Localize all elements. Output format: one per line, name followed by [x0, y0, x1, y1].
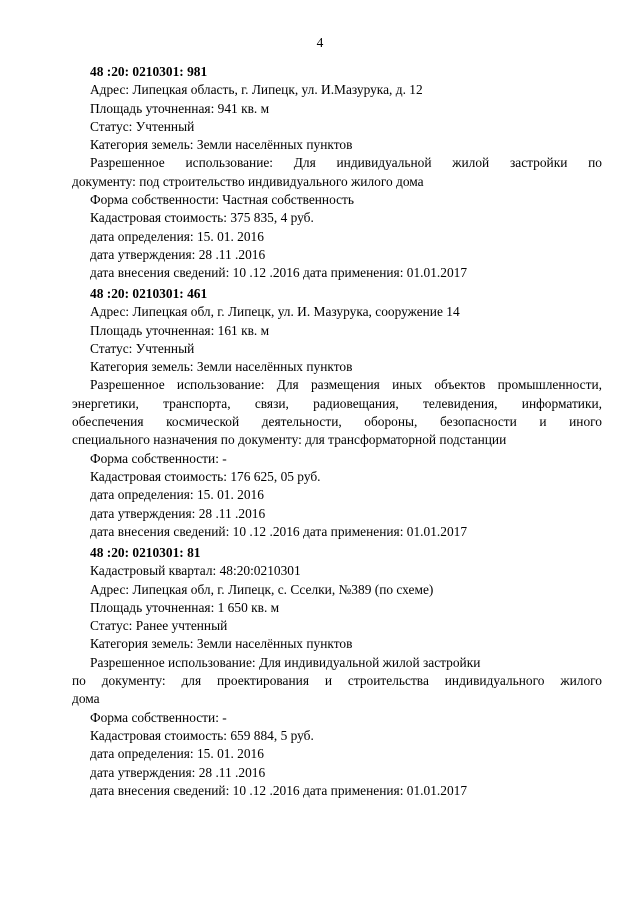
record-date-approved: дата утверждения: 28 .11 .2016 [90, 246, 266, 262]
record-status: Статус: Ранее учтенный [90, 618, 228, 634]
record-usage-line: по документу: для проектирования и строительства индивидуального жилого [72, 673, 602, 689]
record-usage-line: документу: под строительство индивидуального жилого дома [72, 173, 424, 189]
record-address: Адрес: Липецкая область, г. Липецк, ул. И.Мазурука, д. 12 [90, 82, 423, 98]
cadastral-record [72, 285, 602, 541]
record-cost: Кадастровая стоимость: 375 835, 4 руб. [90, 210, 314, 226]
record-date-entered: дата внесения сведений: 10 .12 .2016 дата применения: 01.01.2017 [90, 265, 468, 281]
record-ownership: Форма собственности: - [90, 450, 227, 466]
record-usage-line: специального назначения по документу: для трансформаторной подстанции [72, 432, 507, 448]
record-status: Статус: Учтенный [90, 118, 195, 134]
record-category: Категория земель: Земли населённых пунктов [90, 137, 353, 153]
cadastral-number: 48 :20: 0210301: 461 [90, 286, 208, 301]
record-usage-line: Разрешенное использование: Для индивидуальной жилой застройки по [90, 155, 602, 171]
page-number: 4 [316, 35, 324, 50]
record-date-approved: дата утверждения: 28 .11 .2016 [90, 764, 266, 780]
record-area: Площадь уточненная: 941 кв. м [90, 100, 270, 116]
record-date-determined: дата определения: 15. 01. 2016 [90, 228, 264, 244]
record-date-approved: дата утверждения: 28 .11 .2016 [90, 505, 266, 521]
record-address: Адрес: Липецкая обл, г. Липецк, ул. И. Мазурука, сооружение 14 [90, 304, 460, 320]
record-status: Статус: Учтенный [90, 340, 195, 356]
record-date-entered: дата внесения сведений: 10 .12 .2016 дата применения: 01.01.2017 [90, 782, 468, 798]
cadastral-record [72, 544, 602, 800]
record-usage-line: энергетики, транспорта, связи, радиовещания, телевидения, информатики, [72, 395, 602, 411]
record-usage-line: дома [72, 691, 100, 707]
record-cost: Кадастровая стоимость: 659 884, 5 руб. [90, 727, 314, 743]
record-usage-line: обеспечения космической деятельности, обороны, безопасности и иного [72, 414, 602, 430]
cadastral-number: 48 :20: 0210301: 81 [90, 545, 201, 560]
record-ownership: Форма собственности: Частная собственность [90, 192, 355, 208]
record-date-determined: дата определения: 15. 01. 2016 [90, 746, 264, 762]
record-address: Адрес: Липецкая обл, г. Липецк, с. Сселки, №389 (по схеме) [90, 581, 434, 597]
record-ownership: Форма собственности: - [90, 709, 227, 725]
cadastral-record [72, 63, 602, 283]
record-date-entered: дата внесения сведений: 10 .12 .2016 дата применения: 01.01.2017 [90, 523, 468, 539]
record-quarter: Кадастровый квартал: 48:20:0210301 [90, 563, 301, 579]
cadastral-number: 48 :20: 0210301: 981 [90, 64, 208, 79]
record-area: Площадь уточненная: 161 кв. м [90, 322, 270, 338]
record-usage-line: Разрешенное использование: Для размещения иных объектов промышленности, [90, 377, 602, 393]
record-category: Категория земель: Земли населённых пунктов [90, 359, 353, 375]
record-cost: Кадастровая стоимость: 176 625, 05 руб. [90, 468, 321, 484]
record-category: Категория земель: Земли населённых пунктов [90, 636, 353, 652]
record-usage-line: Разрешенное использование: Для индивидуальной жилой застройки [90, 654, 481, 670]
record-area: Площадь уточненная: 1 650 кв. м [90, 599, 280, 615]
record-date-determined: дата определения: 15. 01. 2016 [90, 487, 264, 503]
